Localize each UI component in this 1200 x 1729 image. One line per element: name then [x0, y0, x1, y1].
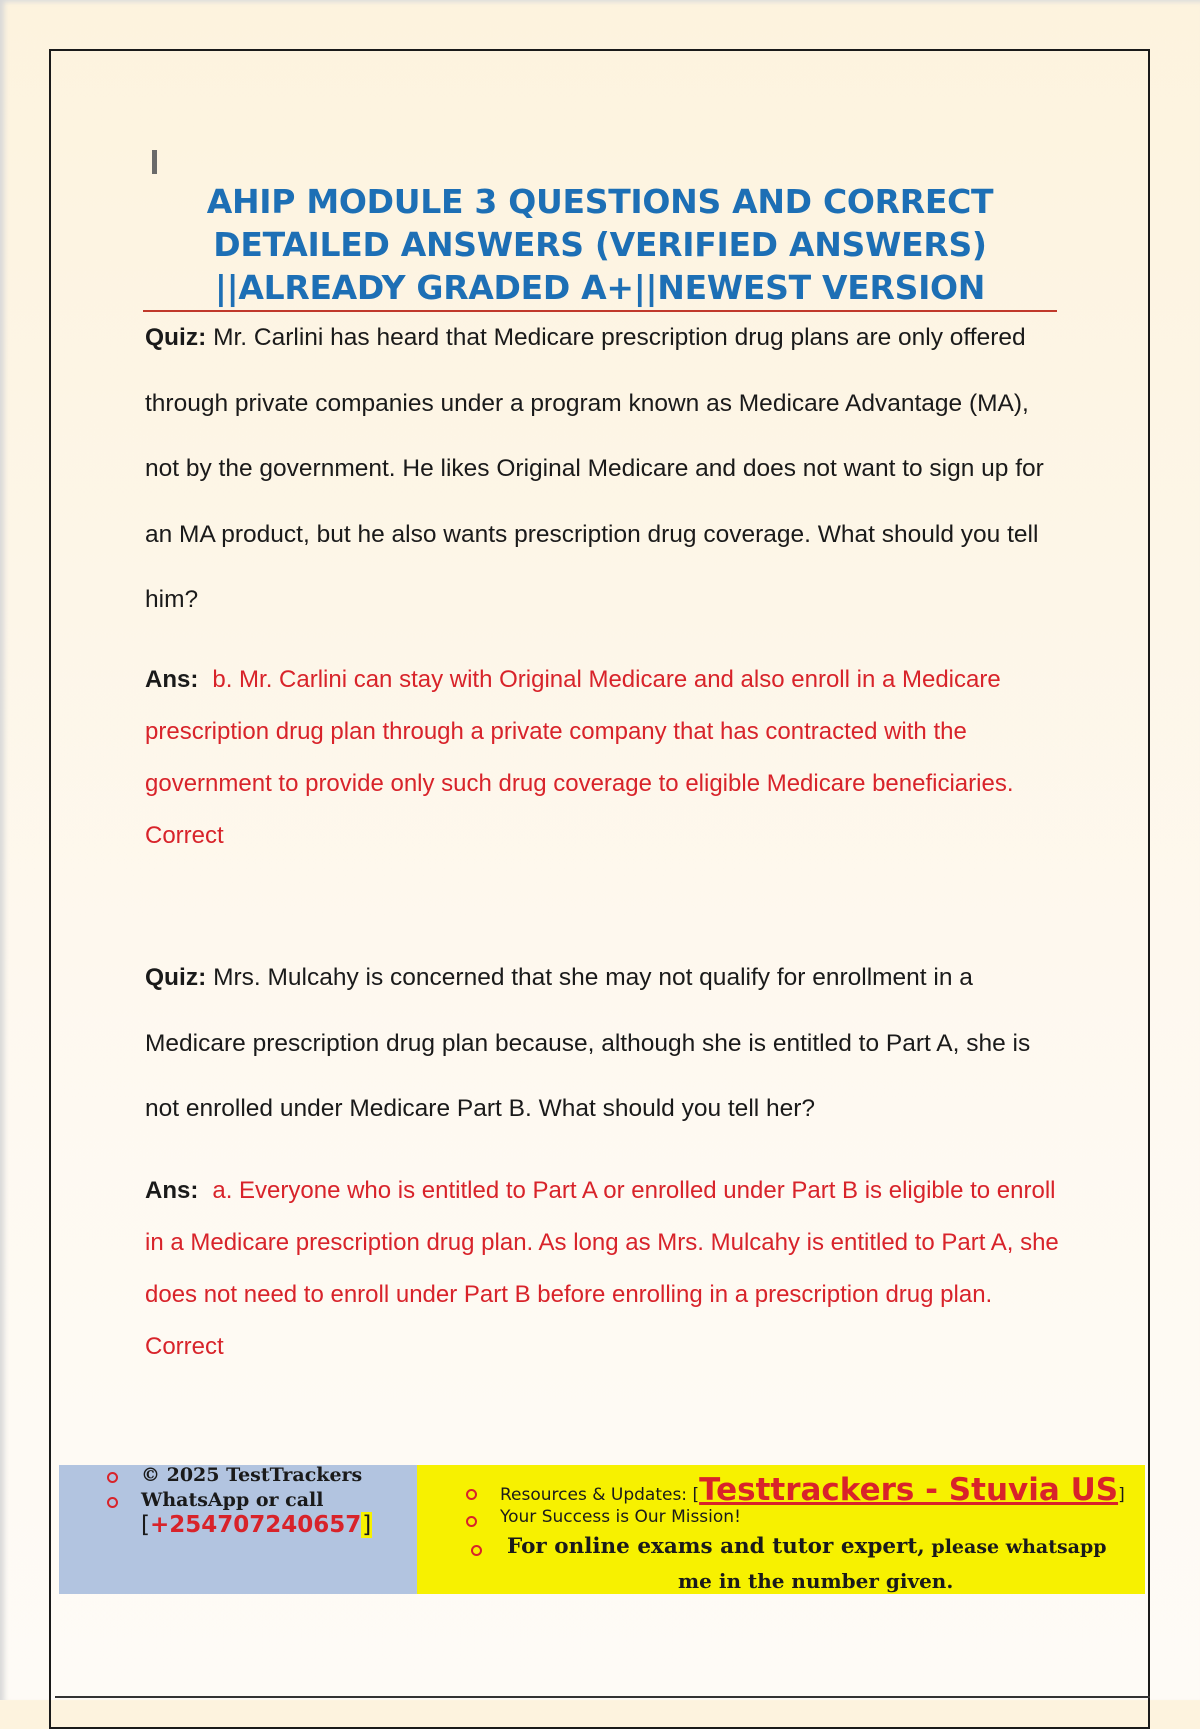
phone-bracket-open: [: [141, 1512, 150, 1538]
resources-line: [500, 1472, 1125, 1508]
copyright-text: © 2025 TestTrackers: [141, 1464, 363, 1486]
question-text: Mr. Carlini has heard that Medicare prescription drug plans are only offered through private companies under a program known as Medicare Advantage (MA), not by the government. He likes Original Medicare and does not want to sign up for an MA product, but he also wants prescription drug coverage. What should you tell him?: [145, 324, 1044, 613]
answer-block: [145, 1165, 1065, 1373]
promo-line-1: [507, 1534, 1107, 1559]
phone-number-line: [141, 1512, 372, 1538]
qa-item: [145, 945, 1065, 1142]
link-bracket-close: ]: [1118, 1485, 1125, 1505]
answer-label: Ans:: [145, 1177, 199, 1204]
answer-text: b. Mr. Carlini can stay with Original Medicare and also enroll in a Medicare prescription drug plan through a private company that has contracted with the government to provide only such drug coverage to eligible Medicare beneficiaries. Correct: [145, 666, 1014, 849]
quiz-answer: [145, 654, 1065, 862]
mission-text: Your Success is Our Mission!: [500, 1507, 741, 1527]
title-line: ||ALREADY GRADED A+||NEWEST VERSION: [214, 268, 986, 307]
resources-label: Resources & Updates:: [500, 1485, 693, 1505]
quiz-label: Quiz:: [145, 324, 207, 351]
bottom-rule: [55, 1696, 1150, 1698]
link-bracket-open: [: [692, 1485, 700, 1505]
stuvia-link[interactable]: Testtrackers - Stuvia US: [699, 1472, 1119, 1508]
promo-line-2: me in the number given.: [678, 1569, 954, 1593]
qa-item: [145, 305, 1065, 633]
answer-label: Ans:: [145, 666, 199, 693]
quiz-answer: [145, 1165, 1065, 1373]
answer-block: [145, 654, 1065, 862]
promo-text-b: please whatsapp: [924, 1536, 1107, 1558]
answer-text: a. Everyone who is entitled to Part A or enrolled under Part B is eligible to enroll in a Medicare prescription drug plan. As long as Mrs. Mulcahy is entitled to Part A, she does not need to enroll under Part B before enrolling in a prescription drug plan. Correct: [145, 1177, 1059, 1360]
question-text: Mrs. Mulcahy is concerned that she may not qualify for enrollment in a Medicare prescription drug plan because, although she is entitled to Part A, she is not enrolled under Medicare Part B. What should you tell her?: [145, 964, 1031, 1122]
bullet-icon: [471, 1545, 482, 1556]
bullet-icon: [466, 1489, 477, 1500]
contact-label: WhatsApp or call: [141, 1489, 324, 1511]
quiz-label: Quiz:: [145, 964, 207, 991]
title-line: AHIP MODULE 3 QUESTIONS AND CORRECT: [206, 182, 994, 221]
quiz-question: [145, 305, 1065, 633]
promo-text-a: For online exams and tutor expert,: [507, 1534, 925, 1559]
title-line: DETAILED ANSWERS (VERIFIED ANSWERS): [213, 225, 987, 264]
bullet-icon: [107, 1472, 118, 1483]
phone-bracket-close: ]: [362, 1512, 372, 1538]
quiz-question: [145, 945, 1065, 1142]
bullet-icon: [466, 1516, 477, 1527]
text-cursor: [152, 150, 157, 174]
bullet-icon: [107, 1497, 118, 1508]
document-title: [143, 180, 1057, 309]
phone-number[interactable]: +254707240657: [149, 1512, 362, 1538]
